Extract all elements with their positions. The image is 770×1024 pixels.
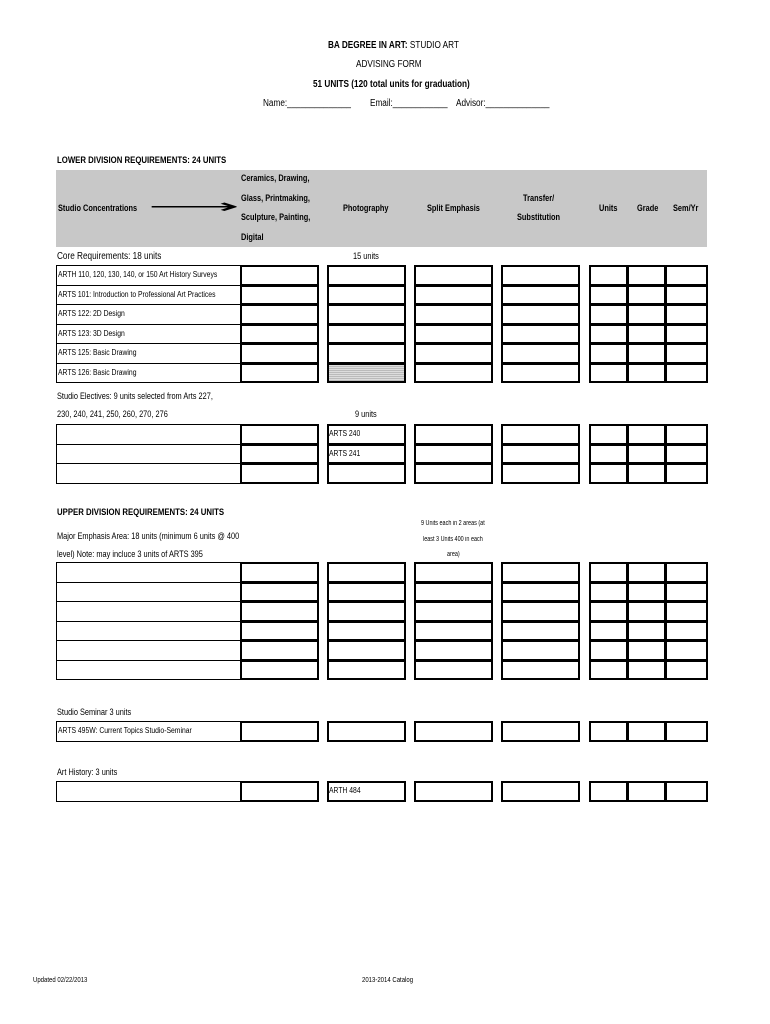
cell-ceramics[interactable] [240, 660, 319, 681]
cell-grade[interactable] [627, 562, 666, 583]
cell-photography[interactable] [327, 463, 406, 484]
cell-split[interactable] [414, 640, 493, 661]
col-grade: Grade [637, 203, 659, 213]
studio-concentrations-label: Studio Concentrations [58, 203, 138, 213]
cell-split[interactable] [414, 721, 493, 742]
cell-ceramics[interactable] [240, 363, 319, 384]
cell-transfer[interactable] [501, 304, 580, 325]
cell-course[interactable] [56, 781, 241, 802]
cell-grade[interactable] [627, 463, 666, 484]
col-ceramics-2: Glass, Printmaking, [241, 193, 310, 203]
cell-photography[interactable] [327, 562, 406, 583]
cell-units[interactable] [589, 265, 628, 286]
cell-photography[interactable] [327, 324, 406, 345]
cell-grade[interactable] [627, 621, 666, 642]
cell-photography[interactable] [327, 265, 406, 286]
cell-photography[interactable] [327, 363, 406, 384]
row-label: ARTS 125: Basic Drawing [58, 348, 137, 357]
cell-semyr[interactable] [665, 562, 708, 583]
cell-ceramics[interactable] [240, 621, 319, 642]
cell-split[interactable] [414, 660, 493, 681]
cell-ceramics[interactable] [240, 582, 319, 603]
cell-ceramics[interactable] [240, 324, 319, 345]
footer-updated: Updated 02/22/2013 [33, 975, 88, 984]
cell-ceramics[interactable] [240, 444, 319, 465]
row-label: ARTH 110, 120, 130, 140, or 150 Art History Surveys [58, 270, 218, 279]
cell-transfer[interactable] [501, 444, 580, 465]
cell-course[interactable] [56, 601, 241, 622]
cell-split[interactable] [414, 285, 493, 306]
photo-course-label: ARTS 240 [329, 429, 361, 438]
electives-label-2: 230, 240, 241, 250, 260, 270, 276 [57, 409, 168, 419]
row-label: ARTS 126: Basic Drawing [58, 367, 137, 377]
cell-transfer[interactable] [501, 265, 580, 286]
cell-split[interactable] [414, 621, 493, 642]
cell-course[interactable] [56, 640, 241, 661]
cell-split[interactable] [414, 562, 493, 583]
cell-semyr[interactable] [665, 721, 708, 742]
cell-units[interactable] [589, 582, 628, 603]
cell-grade[interactable] [627, 640, 666, 661]
cell-transfer[interactable] [501, 463, 580, 484]
cell-ceramics[interactable] [240, 304, 319, 325]
lower-division-heading: LOWER DIVISION REQUIREMENTS: 24 UNITS [57, 155, 227, 166]
cell-grade[interactable] [627, 343, 666, 364]
footer-catalog: 2013-2014 Catalog [362, 975, 414, 984]
title-bold: BA DEGREE IN ART: [328, 40, 408, 51]
cell-transfer[interactable] [501, 324, 580, 345]
cell-semyr[interactable] [665, 582, 708, 603]
cell-course[interactable] [56, 582, 241, 603]
arrow-icon: ⟶ [148, 196, 240, 218]
cell-units[interactable] [589, 444, 628, 465]
form-subtitle: ADVISING FORM [356, 59, 422, 70]
cell-photography[interactable] [327, 621, 406, 642]
split-note-2: least 3 Units 400 in each [423, 536, 483, 543]
cell-grade[interactable] [627, 324, 666, 345]
photo-course-label: ARTS 241 [329, 448, 361, 458]
cell-photography[interactable] [327, 640, 406, 661]
cell-ceramics[interactable] [240, 562, 319, 583]
cell-split[interactable] [414, 601, 493, 622]
cell-units[interactable] [589, 621, 628, 642]
cell-grade[interactable] [627, 582, 666, 603]
cell-transfer[interactable] [501, 660, 580, 681]
split-note-3: area) [447, 551, 460, 558]
advisor-field[interactable]: Advisor:______________ [456, 98, 550, 109]
cell-photography[interactable] [327, 660, 406, 681]
cell-ceramics[interactable] [240, 640, 319, 661]
cell-ceramics[interactable] [240, 285, 319, 306]
cell-course[interactable] [56, 463, 241, 484]
cell-transfer[interactable] [501, 285, 580, 306]
electives-label-1: Studio Electives: 9 units selected from Arts 227, [57, 391, 213, 401]
title-rest: STUDIO ART [407, 40, 459, 51]
cell-split[interactable] [414, 363, 493, 384]
major-emphasis-label-1: Major Emphasis Area: 18 units (minimum 6 units @ 400 [57, 531, 240, 541]
email-field[interactable]: Email:____________ [370, 98, 448, 109]
cell-semyr[interactable] [665, 285, 708, 306]
cell-semyr[interactable] [665, 444, 708, 465]
cell-units[interactable] [589, 562, 628, 583]
cell-ceramics[interactable] [240, 265, 319, 286]
cell-ceramics[interactable] [240, 343, 319, 364]
cell-photography[interactable] [327, 343, 406, 364]
col-semyr: Sem/Yr [673, 203, 699, 213]
cell-split[interactable] [414, 781, 493, 802]
cell-semyr[interactable] [665, 265, 708, 286]
cell-units[interactable] [589, 343, 628, 364]
col-ceramics-4: Digital [241, 232, 264, 242]
cell-units[interactable] [589, 424, 628, 445]
photo-course-label: ARTH 484 [329, 786, 361, 795]
cell-semyr[interactable] [665, 781, 708, 802]
col-ceramics-1: Ceramics, Drawing, [241, 173, 310, 183]
cell-grade[interactable] [627, 304, 666, 325]
cell-semyr[interactable] [665, 363, 708, 384]
cell-ceramics[interactable] [240, 424, 319, 445]
cell-units[interactable] [589, 463, 628, 484]
cell-semyr[interactable] [665, 424, 708, 445]
cell-units[interactable] [589, 660, 628, 681]
cell-course[interactable] [56, 621, 241, 642]
arthistory-label: Art History: 3 units [57, 767, 118, 777]
cell-semyr[interactable] [665, 304, 708, 325]
cell-transfer[interactable] [501, 343, 580, 364]
row-label: ARTS 495W: Current Topics Studio-Seminar [58, 726, 192, 735]
cell-grade[interactable] [627, 363, 666, 384]
cell-transfer[interactable] [501, 621, 580, 642]
cell-semyr[interactable] [665, 463, 708, 484]
cell-semyr[interactable] [665, 601, 708, 622]
col-photography: Photography [343, 203, 389, 213]
cell-units[interactable] [589, 640, 628, 661]
cell-split[interactable] [414, 324, 493, 345]
cell-semyr[interactable] [665, 324, 708, 345]
cell-units[interactable] [589, 781, 628, 802]
cell-transfer[interactable] [501, 363, 580, 384]
col-transfer-1: Transfer/ [523, 193, 555, 203]
row-label: ARTS 122: 2D Design [58, 309, 125, 318]
cell-photography[interactable] [327, 285, 406, 306]
cell-grade[interactable] [627, 601, 666, 622]
cell-semyr[interactable] [665, 621, 708, 642]
units-line: 51 UNITS (120 total units for graduation) [313, 79, 470, 90]
cell-photography[interactable] [327, 304, 406, 325]
name-field[interactable]: Name:______________ [263, 98, 352, 109]
cell-transfer[interactable] [501, 424, 580, 445]
cell-split[interactable] [414, 463, 493, 484]
upper-division-heading: UPPER DIVISION REQUIREMENTS: 24 UNITS [57, 507, 225, 518]
cell-split[interactable] [414, 444, 493, 465]
cell-photography[interactable] [327, 721, 406, 742]
cell-split[interactable] [414, 265, 493, 286]
cell-transfer[interactable] [501, 601, 580, 622]
seminar-label: Studio Seminar 3 units [57, 707, 132, 717]
cell-units[interactable] [589, 721, 628, 742]
major-emphasis-label-2: level) Note: may incluce 3 units of ARTS 395 [57, 549, 203, 559]
electives-photo-units: 9 units [355, 409, 377, 419]
core-requirements-label: Core Requirements: 18 units [57, 251, 162, 262]
cell-ceramics[interactable] [240, 721, 319, 742]
cell-grade[interactable] [627, 444, 666, 465]
col-units: Units [599, 203, 618, 213]
core-photo-units: 15 units [353, 251, 379, 261]
cell-grade[interactable] [627, 285, 666, 306]
cell-transfer[interactable] [501, 721, 580, 742]
cell-grade[interactable] [627, 265, 666, 286]
cell-photography[interactable] [327, 601, 406, 622]
cell-course[interactable] [56, 660, 241, 681]
cell-split[interactable] [414, 343, 493, 364]
cell-units[interactable] [589, 304, 628, 325]
col-transfer-2: Substitution [517, 212, 561, 222]
cell-course[interactable] [56, 424, 241, 445]
col-ceramics-3: Sculpture, Painting, [241, 212, 311, 222]
form-title [328, 40, 459, 51]
cell-transfer[interactable] [501, 781, 580, 802]
cell-units[interactable] [589, 324, 628, 345]
cell-transfer[interactable] [501, 562, 580, 583]
cell-grade[interactable] [627, 424, 666, 445]
cell-ceramics[interactable] [240, 463, 319, 484]
split-note-1: 9 Units each in 2 areas (at [421, 520, 485, 527]
cell-units[interactable] [589, 285, 628, 306]
cell-units[interactable] [589, 601, 628, 622]
cell-grade[interactable] [627, 721, 666, 742]
cell-course[interactable] [56, 562, 241, 583]
cell-units[interactable] [589, 363, 628, 384]
cell-split[interactable] [414, 424, 493, 445]
cell-semyr[interactable] [665, 343, 708, 364]
cell-split[interactable] [414, 304, 493, 325]
cell-transfer[interactable] [501, 640, 580, 661]
cell-semyr[interactable] [665, 660, 708, 681]
row-label: ARTS 101: Introduction to Professional Art Practices [58, 289, 216, 299]
cell-course[interactable] [56, 444, 241, 465]
cell-grade[interactable] [627, 781, 666, 802]
cell-split[interactable] [414, 582, 493, 603]
cell-transfer[interactable] [501, 582, 580, 603]
row-label: ARTS 123: 3D Design [58, 328, 125, 338]
cell-grade[interactable] [627, 660, 666, 681]
cell-ceramics[interactable] [240, 601, 319, 622]
cell-ceramics[interactable] [240, 781, 319, 802]
cell-photography[interactable] [327, 582, 406, 603]
col-split-emphasis: Split Emphasis [427, 203, 480, 213]
cell-semyr[interactable] [665, 640, 708, 661]
